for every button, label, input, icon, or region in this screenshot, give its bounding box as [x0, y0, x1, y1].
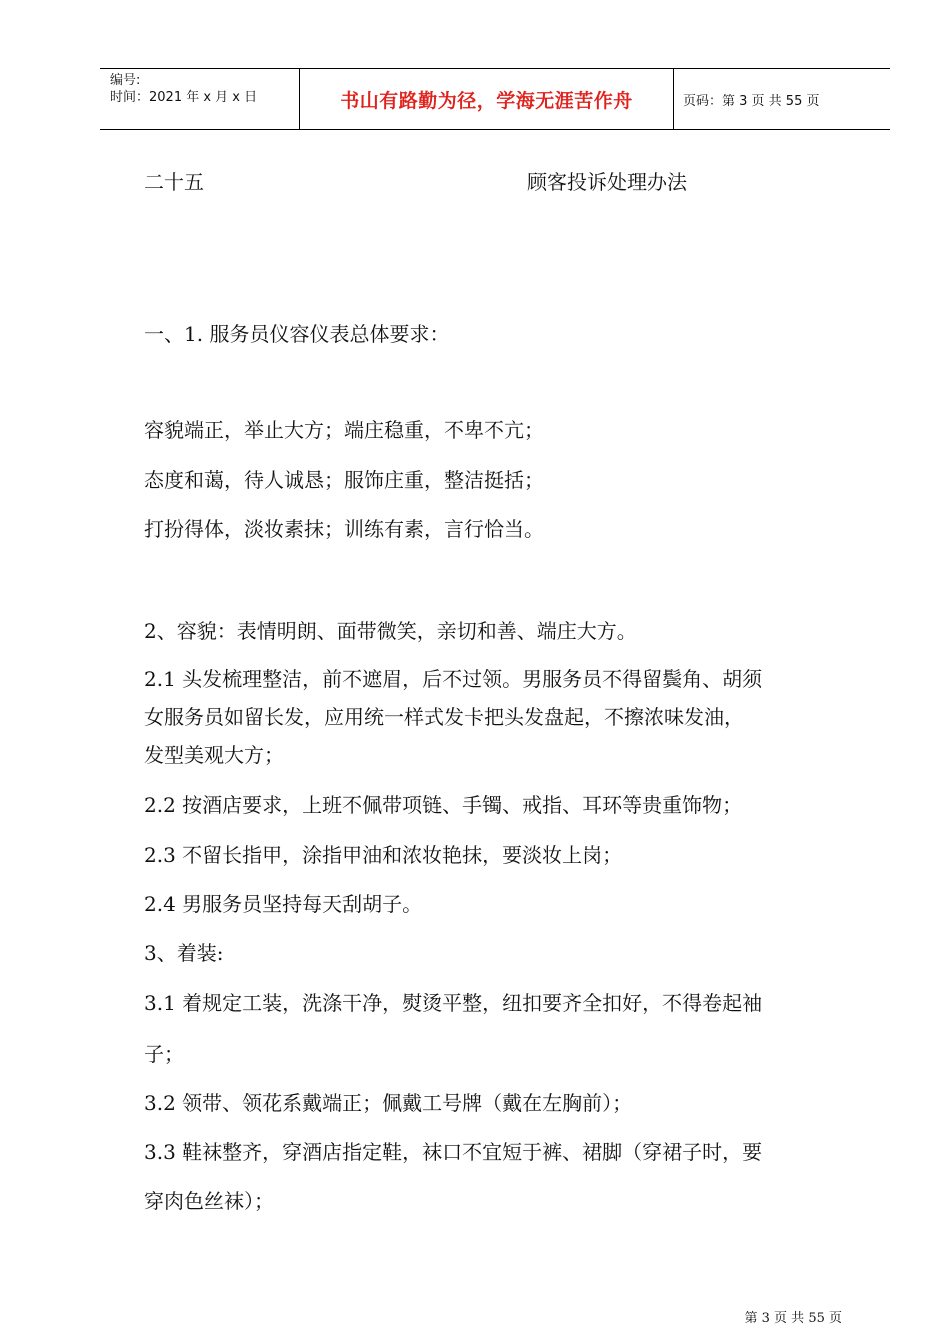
header-motto: 书山有路勤为径，学海无涯苦作舟 — [300, 69, 674, 129]
paragraph-line: 态度和蔼，待人诚恳；服饰庄重，整洁挺括； — [144, 468, 544, 492]
paragraph-line: 容貌端正，举止大方；端庄稳重，不卑不亢； — [144, 418, 544, 442]
header-time: 时间：2021 年 x 月 x 日 — [110, 90, 258, 105]
header-page-number: 页码：第 3 页 共 55 页 — [683, 93, 820, 109]
paragraph-line: 子； — [144, 1042, 184, 1066]
paragraph-line: 女服务员如留长发，应用统一样式发卡把头发盘起，不擦浓味发油， — [144, 705, 744, 729]
paragraph-line: 2.1 头发梳理整洁，前不遮眉，后不过领。男服务员不得留鬓角、胡须 — [144, 667, 763, 691]
paragraph-line: 2.4 男服务员坚持每天刮胡子。 — [144, 892, 423, 916]
paragraph-line: 3.3 鞋袜整齐，穿酒店指定鞋，袜口不宜短于裤、裙脚（穿裙子时，要 — [144, 1140, 763, 1164]
header-number: 编号: — [110, 73, 141, 88]
page-title: 顾客投诉处理办法 — [527, 170, 687, 194]
section-1-heading: 一、1. 服务员仪容仪表总体要求： — [144, 322, 450, 346]
paragraph-line: 2.2 按酒店要求，上班不佩带项链、手镯、戒指、耳环等贵重饰物； — [144, 793, 743, 817]
paragraph-line: 穿肉色丝袜）； — [144, 1189, 274, 1213]
header-meta — [100, 69, 300, 129]
paragraph-line: 打扮得体，淡妆素抹；训练有素，言行恰当。 — [144, 517, 544, 541]
paragraph-line: 2.3 不留长指甲，涂指甲油和浓妆艳抹，要淡妆上岗； — [144, 843, 623, 867]
section-3-heading: 3、着装: — [144, 941, 224, 965]
paragraph-line: 3.1 着规定工装，洗涤干净，熨烫平整，纽扣要齐全扣好，不得卷起袖 — [144, 991, 763, 1015]
title-number: 二十五 — [144, 170, 204, 194]
paragraph-line: 发型美观大方； — [144, 743, 284, 767]
section-2-heading: 2、容貌：表情明朗、面带微笑，亲切和善、端庄大方。 — [144, 619, 637, 643]
page-header — [100, 68, 890, 130]
footer-page-number: 第 3 页 共 55 页 — [744, 1311, 842, 1326]
paragraph-line: 3.2 领带、领花系戴端正；佩戴工号牌（戴在左胸前）； — [144, 1091, 633, 1115]
